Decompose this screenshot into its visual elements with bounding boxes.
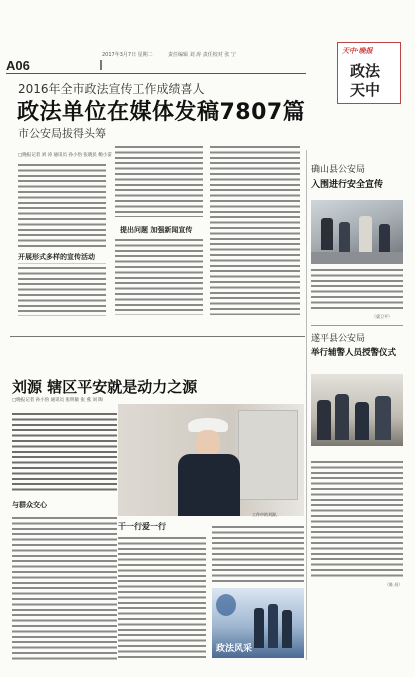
lead-body-col2b [115,238,203,315]
section-logo-box [337,42,401,104]
lead-body-col1b [18,266,106,316]
newspaper-logo: 天中·晚报 [342,47,373,55]
lead-byline: □晚报记者 刘 涛 通讯员 孙小豹 张晓民 鲍小雷 [18,153,112,158]
sidebar-story2-kicker: 遂平县公安局 [311,334,366,344]
section-title-line2: 天中 [350,81,381,99]
lead-headline: 政法单位在媒体发稿7807篇 [17,100,306,125]
sidebar-divider [311,325,403,326]
story2-subhead: 与群众交心 [12,501,47,509]
header-rule [6,73,306,74]
banner-image [212,588,304,658]
story2-headline: 刘源 辖区平安就是动力之源 [12,378,198,396]
lead-body-col1 [18,163,106,248]
lead-body-col2 [115,145,203,217]
story2-body-col1 [12,516,117,661]
sidebar-story1-kicker: 确山县公安局 [311,165,366,175]
main-column-divider [306,150,307,660]
sidebar-story2-title: 举行辅警人员授警仪式 [311,348,397,358]
section-title-line1: 政法 [350,62,381,80]
sidebar-story1-credit: （梁卫平） [372,314,392,319]
lead-subhead-2: 开展形式多样的宣传活动 [18,253,95,261]
page-number: A06 [6,58,30,73]
lead-kicker: 2016年全市政法宣传工作成绩喜人 [18,82,205,96]
sidebar-story2-credit: （陈 昌） [385,582,403,587]
story2-byline: □晚报记者 孙小豹 通讯员 张明敏 张 燕 刘 陶 [12,398,103,403]
sidebar-story2-body [311,460,403,580]
story2-body-col3 [212,525,304,585]
story2-body-col2 [118,536,206,661]
sidebar-story1-photo [311,200,403,264]
lead-subhead: 市公安局拔得头筹 [18,127,106,140]
story2-photo-caption: 工作中的刘源。 [252,512,280,517]
lead-subhead-3: 提出问题 加强新闻宣传 [120,226,193,234]
subhead-2-rule [18,263,106,264]
banner-title: 政法风采 [216,644,253,654]
page-editor-line: 责任编辑 刘 涛 责任校对 张 宁 [168,52,236,58]
lead-body-col3 [210,145,300,315]
story2-portrait-photo [118,404,304,516]
sidebar-story1-title: 入围进行安全宣传 [311,180,384,190]
story2-subhead-2: 干一行爱一行 [118,522,166,531]
header-ornament [100,60,242,70]
sidebar-story1-body [311,268,403,312]
page-date-line: 2017年3月7日 星期二 [102,52,153,58]
story2-intro [12,412,117,492]
lead-bottom-rule [10,336,305,337]
sidebar-story2-photo [311,374,403,446]
